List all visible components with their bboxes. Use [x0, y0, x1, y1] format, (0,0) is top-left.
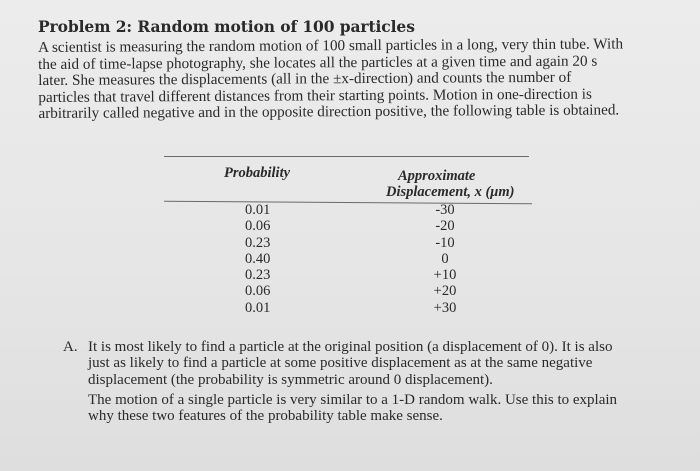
part-a-line: why these two features of the probability table make sense.	[88, 408, 443, 425]
displacement-cell: -20	[435, 218, 455, 235]
problem-title: Problem 2: Random motion of 100 particles	[38, 17, 415, 36]
intro-line: particles that travel different distances from their starting points. Motion in one-direction is	[38, 85, 592, 106]
probability-cell: 0.40	[245, 250, 271, 267]
table-top-rule	[164, 156, 529, 157]
probability-cell: 0.23	[245, 267, 271, 284]
part-a-line: The motion of a single particle is very similar to a 1-D random walk. Use this to explain	[88, 391, 618, 408]
intro-line: the aid of time-lapse photography, she locates all the particles at a given time and again 20 s	[38, 52, 598, 73]
part-a-line: It is most likely to find a particle at the original position (a displacement of 0). It is also	[88, 339, 613, 355]
part-a-label: A.	[63, 339, 78, 355]
probability-table	[160, 156, 532, 324]
intro-line: later. She measures the displacements (all in the ±x-direction) and counts the number of	[38, 68, 572, 90]
probability-column	[245, 202, 270, 316]
intro-line: A scientist is measuring the random motion of 100 small particles in a long, very thin tube. With	[37, 35, 624, 56]
part-a-line: just as likely to find a particle at some positive displacement as at the same negative	[88, 355, 593, 372]
header-displacement-line1: Approximate	[398, 168, 476, 184]
table-header-rule	[164, 201, 532, 205]
part-a-line: displacement (the probability is symmetric around 0 displacement).	[88, 371, 493, 388]
displacement-cell: -30	[435, 202, 455, 218]
header-probability: Probability	[224, 165, 291, 181]
displacement-column	[430, 202, 460, 316]
probability-cell: 0.06	[245, 218, 271, 235]
probability-cell: 0.01	[245, 299, 271, 316]
header-displacement-line2: Displacement, x (μm)	[386, 184, 515, 200]
part-a-text	[88, 339, 668, 424]
probability-cell: 0.01	[245, 202, 271, 218]
displacement-cell: -10	[435, 234, 455, 251]
displacement-cell: +20	[433, 283, 457, 300]
probability-cell: 0.23	[245, 234, 271, 251]
displacement-cell: +10	[433, 267, 457, 284]
intro-line: arbitrarily called negative and in the opposite direction positive, the following table is obtained.	[38, 101, 620, 123]
intro-paragraph	[38, 36, 668, 123]
probability-cell: 0.06	[245, 283, 271, 300]
displacement-cell: +30	[433, 299, 457, 316]
displacement-cell: 0	[441, 250, 449, 267]
